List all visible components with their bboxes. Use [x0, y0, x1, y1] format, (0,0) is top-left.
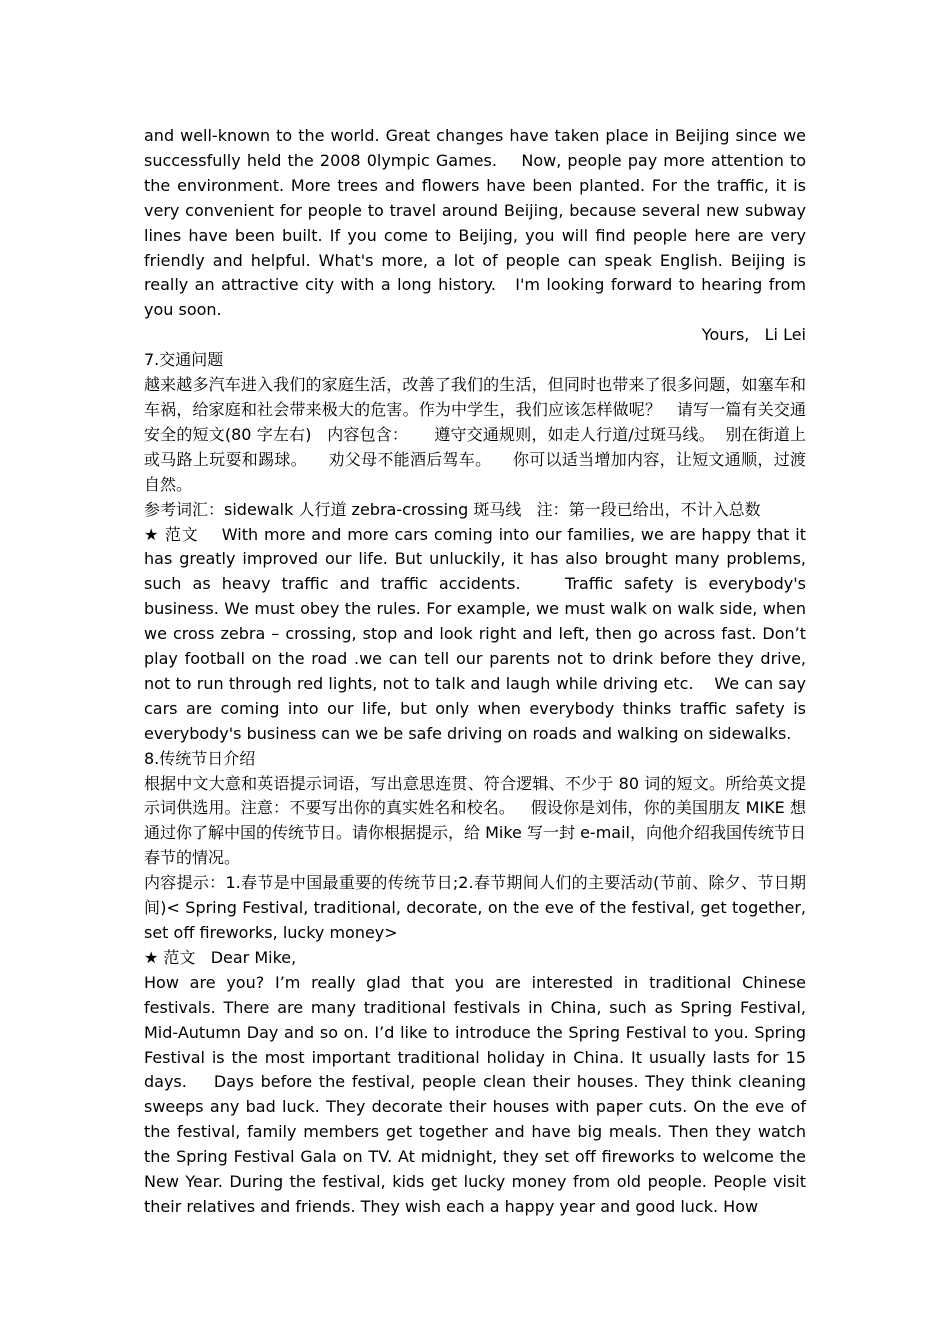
section7-prompt: 越来越多汽车进入我们的家庭生活，改善了我们的生活，但同时也带来了很多问题，如塞车和车祸，给家庭和社会带来极大的危害。作为中学生，我们应该怎样做呢？ 请写一篇有关交通安全的短文(80 字左右) 内容包含： 遵守交通规则，如走人行道/过斑马线。 别在街道上或马路上玩耍和踢球。 劝父母不能酒后驾车。 你可以适当增加内容，让短文通顺，过渡自然。 [144, 375, 806, 494]
section7-heading: 7.交通问题 [144, 350, 224, 370]
section8-hints: 内容提示：1.春节是中国最重要的传统节日;2.春节期间人们的主要活动(节前、除夕、节日期间)< Spring Festival, traditional, decorate, on the eve of the festival, get together, set off fireworks, lucky money> [144, 873, 812, 942]
document-page [144, 124, 812, 1220]
section8-prompt: 根据中文大意和英语提示词语，写出意思连贯、符合逻辑、不少于 80 词的短文。所给英文提示词供选用。注意：不要写出你的真实姓名和校名。 假设你是刘伟，你的美国朋友 MIKE 想通过你了解中国的传统节日。请你根据提示，给 Mike 写一封 e-mail，向他介绍我国传统节日春节的情况。 [144, 773, 806, 868]
section8-heading: 8.传统节日介绍 [144, 748, 256, 768]
section6-body: and well-known to the world. Great changes have taken place in Beijing since we successfully held the 2008 0lympic Games. Now, people pay more attention to the environment. More trees and flowers have been planted. For the traffic, it is very convenient for people to travel around Beijing, because several new subway lines have been built. If you come to Beijing, you will find people here are very friendly and helpful. What's more, a lot of people can speak English. Beijing is really an attractive city with a long history. I'm looking forward to hearing from you soon. [144, 126, 812, 320]
section8-sample-intro: ★ 范文 Dear Mike, [144, 947, 297, 967]
section7-sample-essay: ★ 范文 With more and more cars coming into our families, we are happy that it has greatly improved our life. But unluckily, it has also brought many problems, such as heavy traffic and traffic accidents. Traffic safety is everybody's business. We must obey the rules. For example, we must walk on walk side, when we cross zebra – crossing, stop and look right and left, then go across fast. Don’t play football on the road .we can tell our parents not to drink before they drive, not to run through red lights, not to talk and laugh while driving etc. We can say cars are coming into our life, but only when everybody thinks traffic safety is everybody's business can we be safe driving on roads and walking on sidewalks. [144, 524, 812, 743]
section7-vocab: 参考词汇：sidewalk 人行道 zebra-crossing 斑马线 注：第一段已给出，不计入总数 [144, 499, 761, 519]
section8-sample-essay: How are you? I’m really glad that you are interested in traditional Chinese festivals. There are many traditional festivals in China, such as Spring Festival, Mid-Autumn Day and so on. I’d like to introduce the Spring Festival to you. Spring Festival is the most important traditional holiday in China. It usually lasts for 15 days. Days before the festival, people clean their houses. They think cleaning sweeps any bad luck. They decorate their houses with paper cuts. On the eve of the festival, family members get together and have big meals. Then they watch the Spring Festival Gala on TV. At midnight, they set off fireworks to welcome the New Year. During the festival, kids get lucky money from old people. People visit their relatives and friends. They wish each a happy year and good luck. How [144, 972, 812, 1216]
letter-signoff: Yours, Li Lei [701, 325, 806, 345]
